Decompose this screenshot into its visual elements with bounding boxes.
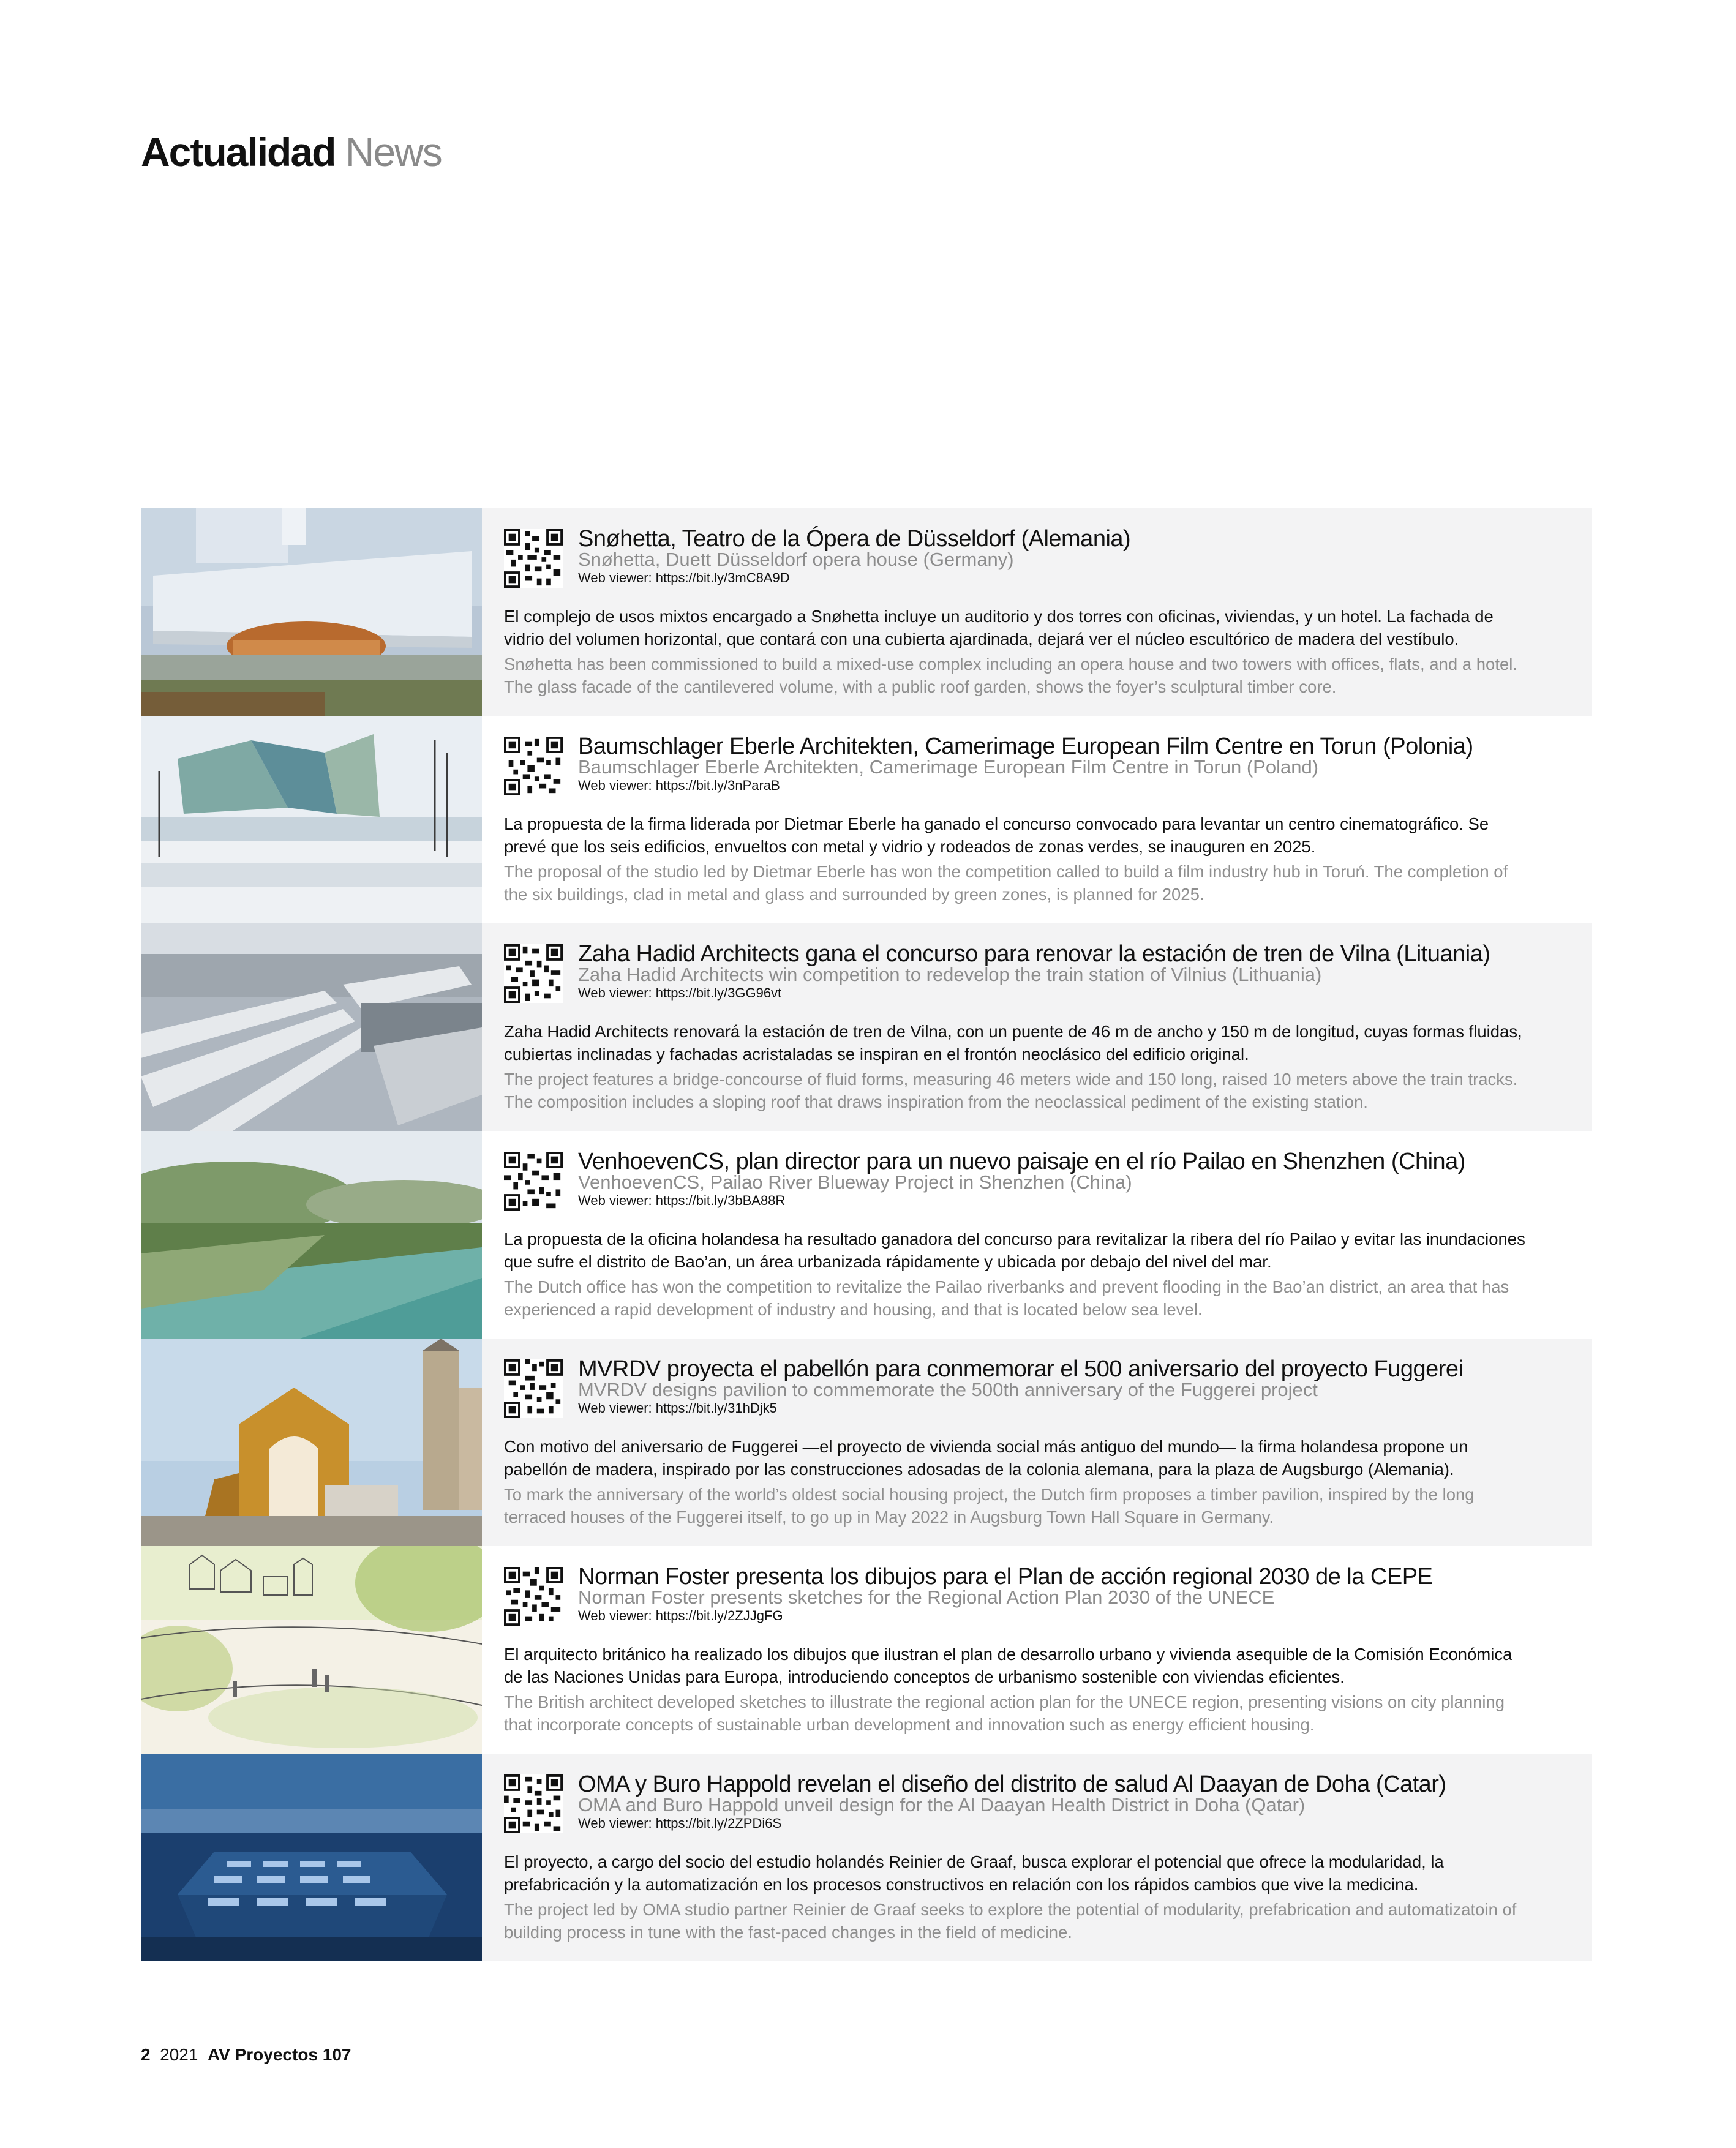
web-viewer-link[interactable]: Web viewer: https://bit.ly/3mC8A9D — [578, 570, 790, 585]
news-image-al-daayan-health-district — [141, 1754, 482, 1961]
qr-code-icon — [504, 944, 563, 1003]
qr-code-icon — [504, 1359, 563, 1418]
news-title-es: Norman Foster presenta los dibujos para el Plan de acción regional 2030 de la CEPE — [578, 1564, 1433, 1590]
header-title-es: Actualidad — [141, 129, 336, 175]
page-footer — [141, 2045, 351, 2065]
news-text-en: The Dutch office has won the competition to revitalize the Pailao riverbanks and prevent flooding in the Bao’an district, an area that has experienced a rapid development of industry and housing, and that is located below sea level. — [504, 1277, 1509, 1319]
news-text-es: Zaha Hadid Architects renovará la estación de tren de Vilna, con un puente de 46 m de ancho y 150 m de longitud, cuyas formas fluidas, cubiertas inclinadas y fachadas acristaladas se inspiran en el frontón neoclásico del edificio original. — [504, 1022, 1522, 1064]
qr-code-icon — [504, 1152, 563, 1211]
page-number: 2 — [141, 2045, 151, 2064]
qr-code-icon — [504, 1567, 563, 1626]
news-title-en: OMA and Buro Happold unveil design for the Al Daayan Health District in Doha (Qatar) — [578, 1794, 1306, 1816]
news-title-en: Baumschlager Eberle Architekten, Camerimage European Film Centre in Torun (Poland) — [578, 756, 1319, 778]
news-list — [141, 508, 1592, 1961]
web-viewer-link[interactable]: Web viewer: https://bit.ly/31hDjk5 — [578, 1400, 777, 1416]
news-image-fuggerei-pavilion — [141, 1339, 482, 1546]
header-title-en: News — [345, 129, 442, 175]
news-title-en: Zaha Hadid Architects win competition to redevelop the train station of Vilnius (Lithuania) — [578, 964, 1322, 985]
news-title-es: Snøhetta, Teatro de la Ópera de Düsseldorf (Alemania) — [578, 526, 1131, 552]
news-image-pailao-river — [141, 1131, 482, 1339]
news-item — [141, 923, 1592, 1131]
news-title-en: MVRDV designs pavilion to commemorate the 500th anniversary of the Fuggerei project — [578, 1379, 1318, 1400]
web-viewer-link[interactable]: Web viewer: https://bit.ly/3nParaB — [578, 778, 780, 793]
news-text-en: The British architect developed sketches to illustrate the regional action plan for the UNECE region, presenting visions on city planning that incorporate concepts of sustainable urban development and innovation such as energy efficient housing. — [504, 1692, 1505, 1734]
page-header — [141, 129, 442, 175]
web-viewer-link[interactable]: Web viewer: https://bit.ly/2ZPDi6S — [578, 1816, 782, 1831]
issue-year: 2021 — [160, 2045, 198, 2064]
news-item — [141, 1339, 1592, 1546]
news-text-es: La propuesta de la oficina holandesa ha resultado ganadora del concurso para revitalizar la ribera del río Pailao y evitar las inundaciones que sufre el distrito de Bao’an, un área urbanizada rápidamente y ubicada por debajo del nivel del mar. — [504, 1230, 1525, 1271]
news-item — [141, 716, 1592, 923]
web-viewer-link[interactable]: Web viewer: https://bit.ly/3bBA88R — [578, 1193, 786, 1208]
news-title-en: Norman Foster presents sketches for the Regional Action Plan 2030 of the UNECE — [578, 1587, 1275, 1608]
news-title-es: VenhoevenCS, plan director para un nuevo paisaje en el río Pailao en Shenzhen (China) — [578, 1149, 1465, 1174]
news-item — [141, 1754, 1592, 1961]
news-title-es: Baumschlager Eberle Architekten, Camerimage European Film Centre en Torun (Polonia) — [578, 734, 1473, 759]
news-text-es: El complejo de usos mixtos encargado a Snøhetta incluye un auditorio y dos torres con oficinas, viviendas, y un hotel. La fachada de vidrio del volumen horizontal, que contará con una cubierta ajardinada, dejará ver el núcleo escultórico de madera del vestíbulo. — [504, 607, 1494, 648]
news-text-es: El arquitecto británico ha realizado los dibujos que ilustran el plan de desarrollo urbano y vivienda asequible de la Comisión Económica de las Naciones Unidas para Europa, introduciendo conceptos de urbanismo sostenible con viviendas eficientes. — [504, 1645, 1512, 1686]
news-text-es: La propuesta de la firma liderada por Dietmar Eberle ha ganado el concurso convocado para levantar un centro cinematográfico. Se prevé que los seis edificios, envueltos con metal y vidrio y rodeados de zonas verdes, se inauguren en 2025. — [504, 814, 1489, 856]
news-item — [141, 508, 1592, 716]
magazine-name: AV Proyectos 107 — [208, 2045, 351, 2064]
web-viewer-link[interactable]: Web viewer: https://bit.ly/2ZJJgFG — [578, 1608, 783, 1623]
news-text-es: El proyecto, a cargo del socio del estudio holandés Reinier de Graaf, busca explorar el potencial que ofrece la modularidad, la prefabricación y la automatización en los procesos constructivos en relación con los rápidos cambios que vive la medicina. — [504, 1852, 1444, 1894]
news-text-en: To mark the anniversary of the world’s oldest social housing project, the Dutch firm proposes a timber pavilion, inspired by the long terraced houses of the Fuggerei itself, to go up in May 2022 in Augsburg Town Hall Square in Germany. — [504, 1485, 1475, 1527]
news-text-en: The project features a bridge-concourse of fluid forms, measuring 46 meters wide and 150 long, raised 10 meters above the train tracks. The composition includes a sloping roof that draws inspiration from the neoclassical pediment of the existing station. — [504, 1070, 1518, 1111]
news-item — [141, 1131, 1592, 1339]
news-title-es: MVRDV proyecta el pabellón para conmemorar el 500 aniversario del proyecto Fuggerei — [578, 1356, 1464, 1382]
news-title-en: VenhoevenCS, Pailao River Blueway Project in Shenzhen (China) — [578, 1171, 1132, 1193]
news-title-es: OMA y Buro Happold revelan el diseño del distrito de salud Al Daayan de Doha (Catar) — [578, 1771, 1446, 1797]
news-image-foster-sketches — [141, 1546, 482, 1754]
news-title-en: Snøhetta, Duett Düsseldorf opera house (Germany) — [578, 549, 1014, 570]
qr-code-icon — [504, 529, 563, 588]
news-text-en: The project led by OMA studio partner Reinier de Graaf seeks to explore the potential of modularity, prefabrication and automatizatoin of building process in tune with the fast-paced changes in the field of medicine. — [504, 1900, 1517, 1942]
qr-code-icon — [504, 737, 563, 795]
news-image-vilnius-station — [141, 923, 482, 1131]
qr-code-icon — [504, 1774, 563, 1833]
news-text-en: Snøhetta has been commissioned to build a mixed-use complex including an opera house and two towers with offices, flats, and a hotel. The glass facade of the cantilevered volume, with a public roof garden, shows the foyer’s sculptural timber core. — [504, 655, 1518, 696]
news-image-camerimage-film-centre — [141, 716, 482, 923]
news-item — [141, 1546, 1592, 1754]
news-text-en: The proposal of the studio led by Dietmar Eberle has won the competition called to build a film industry hub in Toruń. The completion of the six buildings, clad in metal and glass and surrounded by green zones, is planned for 2025. — [504, 862, 1508, 904]
news-title-es: Zaha Hadid Architects gana el concurso para renovar la estación de tren de Vilna (Lituania) — [578, 941, 1490, 967]
news-text-es: Con motivo del aniversario de Fuggerei —el proyecto de vivienda social más antiguo del mundo— la firma holandesa propone un pabellón de madera, inspirado por las construcciones adosadas de la colonia alemana, para la plaza de Augsburgo (Alemania). — [504, 1437, 1468, 1479]
news-image-snohetta-opera — [141, 508, 482, 716]
web-viewer-link[interactable]: Web viewer: https://bit.ly/3GG96vt — [578, 985, 782, 1001]
